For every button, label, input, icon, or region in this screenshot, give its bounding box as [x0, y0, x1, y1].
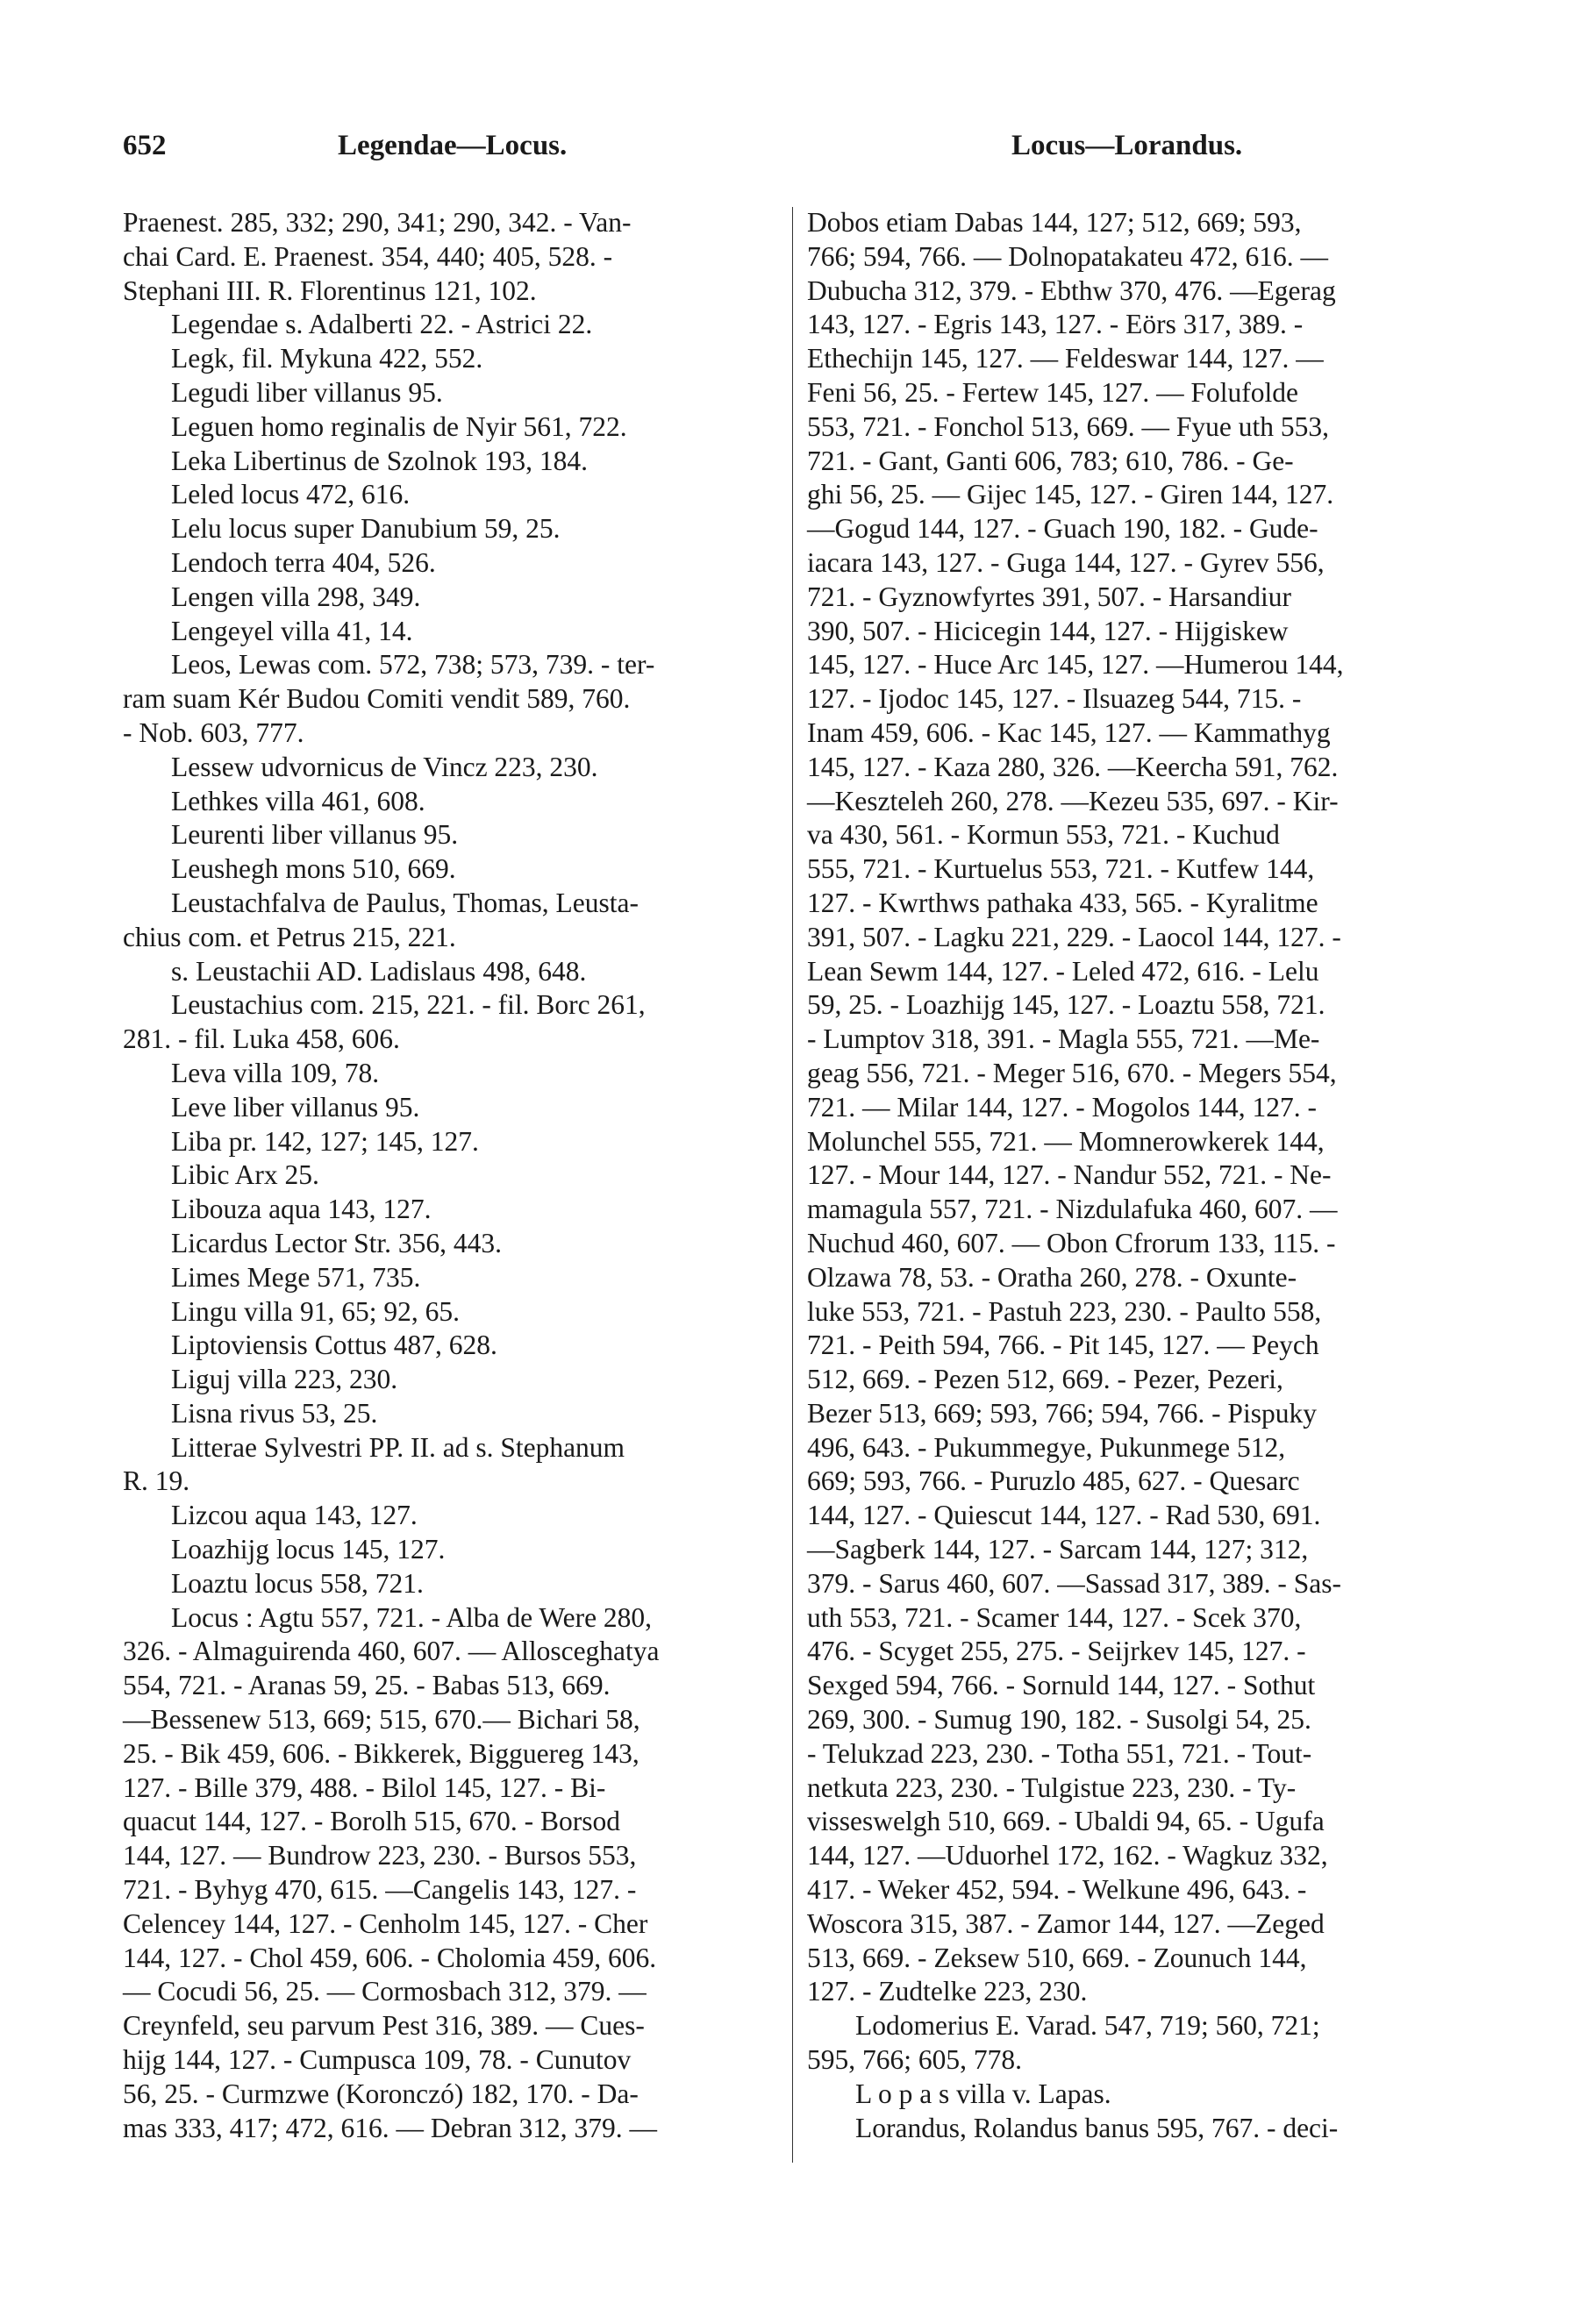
index-line: Bezer 513, 669; 593, 766; 594, 766. - Pispuky — [807, 1397, 1317, 1429]
page-number: 652 — [123, 130, 167, 161]
index-line: Sexged 594, 766. - Sornuld 144, 127. - Sothut — [807, 1670, 1316, 1701]
index-line: Liptoviensis Cottus 487, 628. — [171, 1330, 497, 1361]
index-line: mas 333, 417; 472, 616. — Debran 312, 379. — — [123, 2112, 657, 2143]
index-line: 145, 127. - Kaza 280, 326. —Keercha 591, 762. — [807, 751, 1339, 782]
index-line: chai Card. E. Praenest. 354, 440; 405, 528. - — [123, 240, 613, 272]
index-line: Lizcou aqua 143, 127. — [171, 1500, 418, 1531]
index-line: 127. - Kwrthws pathaka 433, 565. - Kyralitme — [807, 887, 1318, 918]
index-line: - Lumptov 318, 391. - Magla 555, 721. —Me- — [807, 1023, 1320, 1055]
index-line: 145, 127. - Huce Arc 145, 127. —Humerou 144, — [807, 649, 1344, 681]
index-line: ram suam Kér Budou Comiti vendit 589, 760. — [123, 683, 631, 715]
index-line: Lengen villa 298, 349. — [171, 581, 421, 612]
index-line: 326. - Almaguirenda 460, 607. — Allosceghatya — [123, 1636, 660, 1667]
index-line: Lengeyel villa 41, 14. — [171, 615, 413, 646]
index-line: - Telukzad 223, 230. - Totha 551, 721. - Tout- — [807, 1737, 1312, 1769]
index-line: 269, 300. - Sumug 190, 182. - Susolgi 54, 25. — [807, 1704, 1311, 1736]
column-divider — [792, 207, 793, 2163]
index-line: —Gogud 144, 127. - Guach 190, 182. - Gude- — [807, 513, 1318, 545]
index-line: 496, 643. - Pukummegye, Pukunmege 512, — [807, 1431, 1286, 1463]
index-line: Libouza aqua 143, 127. — [171, 1194, 432, 1225]
index-line: 595, 766; 605, 778. — [807, 2044, 1023, 2076]
index-line: 127. - Mour 144, 127. - Nandur 552, 721. - Ne- — [807, 1159, 1332, 1191]
index-line: Woscora 315, 387. - Zamor 144, 127. —Zeged — [807, 1907, 1325, 1939]
index-line: Lean Sewm 144, 127. - Leled 472, 616. - Lelu — [807, 955, 1319, 987]
index-line: Leva villa 109, 78. — [171, 1057, 380, 1088]
index-line: 476. - Scyget 255, 275. - Seijrkev 145, 127. - — [807, 1636, 1306, 1667]
index-line: mamagula 557, 721. - Nizdulafuka 460, 607. — — [807, 1194, 1338, 1225]
index-line: 56, 25. - Curmzwe (Koronczó) 182, 170. - Da- — [123, 2078, 639, 2109]
index-line: 379. - Sarus 460, 607. —Sassad 317, 389. - Sas- — [807, 1567, 1341, 1599]
left-column — [123, 206, 790, 2145]
index-line: Leled locus 472, 616. — [171, 479, 411, 510]
index-line: chius com. et Petrus 215, 221. — [123, 921, 456, 952]
index-line: —Bessenew 513, 669; 515, 670.— Bichari 58, — [123, 1704, 640, 1736]
index-line: Leustachius com. 215, 221. - fil. Borc 261, — [171, 989, 646, 1021]
index-line: Limes Mege 571, 735. — [171, 1261, 421, 1293]
index-line: Lessew udvornicus de Vincz 223, 230. — [171, 751, 598, 782]
index-line: Loazhijg locus 145, 127. — [171, 1534, 446, 1565]
index-line: Ethechijn 145, 127. — Feldeswar 144, 127. — — [807, 343, 1324, 374]
index-line: uth 553, 721. - Scamer 144, 127. - Scek 370, — [807, 1601, 1302, 1633]
index-line: 25. - Bik 459, 606. - Bikkerek, Bigguereg 143, — [123, 1737, 639, 1769]
index-line: 553, 721. - Fonchol 513, 669. — Fyue uth 553, — [807, 410, 1329, 442]
index-line: 391, 507. - Lagku 221, 229. - Laocol 144, 127. - — [807, 921, 1341, 952]
index-line: 127. - Zudtelke 223, 230. — [807, 1976, 1088, 2007]
index-line: 281. - fil. Luka 458, 606. — [123, 1023, 400, 1055]
index-line: geag 556, 721. - Meger 516, 670. - Megers 554, — [807, 1057, 1337, 1088]
index-line: Legk, fil. Mykuna 422, 552. — [171, 343, 483, 374]
index-line: —Keszteleh 260, 278. —Kezeu 535, 697. - Kir- — [807, 785, 1339, 816]
index-line: Celencey 144, 127. - Cenholm 145, 127. - Cher — [123, 1907, 648, 1939]
index-line: 721. - Peith 594, 766. - Pit 145, 127. — Peych — [807, 1330, 1319, 1361]
index-line: Loaztu locus 558, 721. — [171, 1567, 424, 1599]
index-line: Olzawa 78, 53. - Oratha 260, 278. - Oxunte- — [807, 1261, 1297, 1293]
index-line: Litterae Sylvestri PP. II. ad s. Stephanum — [171, 1431, 625, 1463]
index-line: s. Leustachii AD. Ladislaus 498, 648. — [171, 955, 587, 987]
index-line: Lisna rivus 53, 25. — [171, 1397, 378, 1429]
index-line: Feni 56, 25. - Fertew 145, 127. — Folufolde — [807, 376, 1298, 408]
index-line: 127. - Bille 379, 488. - Bilol 145, 127. - Bi- — [123, 1772, 606, 1803]
index-line: L o p a s villa v. Lapas. — [855, 2078, 1111, 2109]
index-line: 59, 25. - Loazhijg 145, 127. - Loaztu 558, 721. — [807, 989, 1325, 1021]
running-head-left: Legendae—Locus. — [338, 130, 568, 161]
index-line: Lethkes villa 461, 608. — [171, 785, 425, 816]
index-line: Stephani III. R. Florentinus 121, 102. — [123, 274, 537, 306]
index-line: Lorandus, Rolandus banus 595, 767. - deci- — [855, 2112, 1339, 2143]
index-line: iacara 143, 127. - Guga 144, 127. - Gyrev 556, — [807, 546, 1325, 578]
index-line: Dubucha 312, 379. - Ebthw 370, 476. —Egerag — [807, 274, 1336, 306]
index-line: 512, 669. - Pezen 512, 669. - Pezer, Pezeri, — [807, 1364, 1283, 1395]
index-line: Leustachfalva de Paulus, Thomas, Leusta- — [171, 887, 639, 918]
index-line: Inam 459, 606. - Kac 145, 127. — Kammathyg — [807, 716, 1331, 748]
index-line: Lelu locus super Danubium 59, 25. — [171, 513, 561, 545]
index-line: 144, 127. - Quiescut 144, 127. - Rad 530, 691. — [807, 1500, 1321, 1531]
index-line: Lingu villa 91, 65; 92, 65. — [171, 1295, 460, 1327]
index-line: 721. - Gant, Ganti 606, 783; 610, 786. - Ge- — [807, 445, 1294, 476]
index-line: 143, 127. - Egris 143, 127. - Eörs 317, 389. - — [807, 309, 1304, 340]
index-line: hijg 144, 127. - Cumpusca 109, 78. - Cunutov — [123, 2044, 632, 2076]
index-line: visseswelgh 510, 669. - Ubaldi 94, 65. - Ugufa — [807, 1806, 1325, 1837]
index-line: Liba pr. 142, 127; 145, 127. — [171, 1125, 479, 1157]
index-line: — Cocudi 56, 25. — Cormosbach 312, 379. — — [123, 1976, 647, 2007]
index-line: Liguj villa 223, 230. — [171, 1364, 398, 1395]
index-line: 417. - Weker 452, 594. - Welkune 496, 643. - — [807, 1874, 1307, 1906]
index-line: 721. - Gyznowfyrtes 391, 507. - Harsandiur — [807, 581, 1292, 612]
index-line: 144, 127. —Uduorhel 172, 162. - Wagkuz 332, — [807, 1840, 1328, 1871]
index-line: 721. — Milar 144, 127. - Mogolos 144, 127. - — [807, 1091, 1317, 1123]
index-line: Praenest. 285, 332; 290, 341; 290, 342. - Van- — [123, 207, 632, 238]
index-line: 144, 127. — Bundrow 223, 230. - Bursos 553, — [123, 1840, 637, 1871]
index-line: Locus : Agtu 557, 721. - Alba de Were 280, — [171, 1601, 653, 1633]
index-line: Lodomerius E. Varad. 547, 719; 560, 721; — [855, 2010, 1320, 2042]
right-column — [807, 206, 1474, 2145]
index-line: Leguen homo reginalis de Nyir 561, 722. — [171, 410, 627, 442]
running-head-right: Locus—Lorandus. — [1011, 130, 1243, 161]
index-line: 555, 721. - Kurtuelus 553, 721. - Kutfew 144, — [807, 853, 1315, 885]
index-line: 144, 127. - Chol 459, 606. - Cholomia 459, 606. — [123, 1942, 657, 1973]
index-line: ghi 56, 25. — Gijec 145, 127. - Giren 144, 127. — [807, 479, 1334, 510]
index-line: Licardus Lector Str. 356, 443. — [171, 1227, 503, 1258]
index-line: netkuta 223, 230. - Tulgistue 223, 230. - Ty- — [807, 1772, 1297, 1803]
index-line: R. 19. — [123, 1465, 190, 1497]
index-line: Leushegh mons 510, 669. — [171, 853, 456, 885]
index-line: —Sagberk 144, 127. - Sarcam 144, 127; 312, — [807, 1534, 1309, 1565]
index-line: va 430, 561. - Kormun 553, 721. - Kuchud — [807, 819, 1280, 851]
index-line: Creynfeld, seu parvum Pest 316, 389. — Cues- — [123, 2010, 645, 2042]
index-line: 721. - Byhyg 470, 615. —Cangelis 143, 127. - — [123, 1874, 637, 1906]
index-line: Leka Libertinus de Szolnok 193, 184. — [171, 445, 589, 476]
index-line: Legudi liber villanus 95. — [171, 376, 443, 408]
index-line: Libic Arx 25. — [171, 1159, 319, 1191]
index-line: Leve liber villanus 95. — [171, 1091, 420, 1123]
index-line: Molunchel 555, 721. — Momnerowkerek 144, — [807, 1125, 1325, 1157]
index-line: Leos, Lewas com. 572, 738; 573, 739. - ter- — [171, 649, 655, 681]
index-line: 127. - Ijodoc 145, 127. - Ilsuazeg 544, 715. - — [807, 683, 1302, 715]
index-line: 766; 594, 766. — Dolnopatakateu 472, 616. — — [807, 240, 1329, 272]
index-line: luke 553, 721. - Pastuh 223, 230. - Paulto 558, — [807, 1295, 1322, 1327]
index-line: 513, 669. - Zeksew 510, 669. - Zounuch 144, — [807, 1942, 1307, 1973]
index-line: 554, 721. - Aranas 59, 25. - Babas 513, 669. — [123, 1670, 611, 1701]
index-line: Dobos etiam Dabas 144, 127; 512, 669; 593, — [807, 207, 1302, 238]
index-line: Legendae s. Adalberti 22. - Astrici 22. — [171, 309, 593, 340]
index-line: quacut 144, 127. - Borolh 515, 670. - Borsod — [123, 1806, 620, 1837]
index-line: 390, 507. - Hicicegin 144, 127. - Hijgiskew — [807, 615, 1289, 646]
index-line: Nuchud 460, 607. — Obon Cfrorum 133, 115. - — [807, 1227, 1336, 1258]
index-line: Leurenti liber villanus 95. — [171, 819, 459, 851]
index-line: 669; 593, 766. - Puruzlo 485, 627. - Quesarc — [807, 1465, 1300, 1497]
index-line: - Nob. 603, 777. — [123, 716, 304, 748]
index-line: Lendoch terra 404, 526. — [171, 546, 436, 578]
